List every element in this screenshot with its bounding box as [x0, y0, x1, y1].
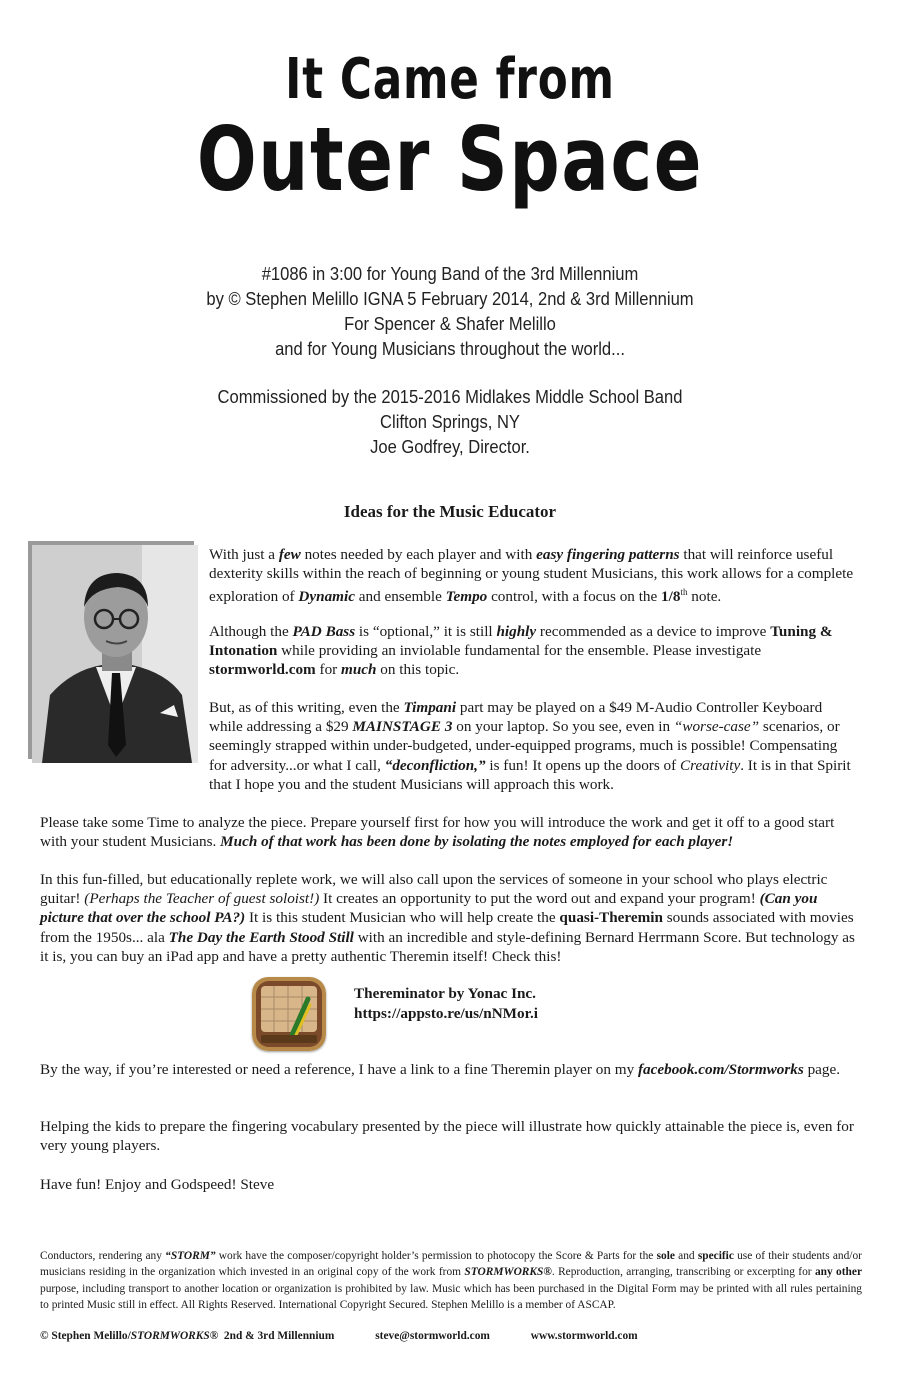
text-run: any other [814, 1266, 862, 1279]
text-run: notes needed by each player and with [300, 546, 537, 563]
text-run: on your laptop. So you see, even in [452, 718, 674, 736]
text-run: is fun! It opens up the doors of [485, 756, 681, 774]
text-run: Timpani [403, 699, 457, 716]
paragraph-analyze [40, 813, 857, 851]
text-run: while providing an inviolable fundamental for the ensemble. Please investigate [277, 642, 762, 660]
info-line: #1086 in 3:00 for Young Band of the 3rd Millennium [261, 264, 639, 284]
website-link[interactable]: stormworld.com [209, 661, 316, 679]
paragraph-pad-bass [209, 622, 857, 680]
commission-info [36, 385, 864, 460]
text-run: In this fun-filled, but educationally replete work, we will also call upon the services of someone in your school who plays electric guitar! [40, 871, 828, 908]
text-run: MAINSTAGE 3 [352, 718, 453, 736]
website-link[interactable]: www.stormworld.com [530, 1330, 638, 1342]
text-run: . Reproduction, arranging, transcribing or excerpting for [551, 1266, 815, 1279]
text-run: and [674, 1250, 698, 1262]
section-heading: Ideas for the Music Educator [343, 502, 557, 521]
text-run: is “optional,” it is still [355, 623, 497, 640]
text-run: “STORM” [165, 1250, 216, 1262]
text-run: (Perhaps the Teacher of guest soloist!) [84, 890, 320, 908]
theremin-icon [252, 977, 326, 1051]
text-run: for [315, 661, 342, 679]
paragraph-fingering [209, 545, 857, 607]
composer-photo [32, 545, 198, 763]
text-run: “worse-case” [673, 718, 760, 736]
text-run: It creates an opportunity to put the word out and expand your program! [319, 890, 760, 908]
info-line: For Spencer & Shafer Melillo [344, 314, 556, 334]
text-run: with an incredible and style-defining Bernard Herrmann Score. But technology as it is, you can buy an iPad app and have a pretty authentic Theremin itself! Check this! [40, 928, 855, 965]
text-run: . It is in that Spirit that I hope you and the student Musicians will approach this work. [209, 756, 851, 793]
text-run: Please take some Time to analyze the piece. Prepare yourself first for how you will introduce the work and get it off to a good start with your student Musicians. [40, 814, 835, 851]
text-run: With just a [209, 546, 279, 563]
text-run: It is this student Musician who will help create the [245, 909, 560, 927]
text-run: sounds associated with movies from the 1950s... ala [40, 909, 854, 946]
text-run: sole [656, 1250, 675, 1262]
paragraph-theremin [40, 870, 857, 966]
text-run: “deconfliction,” [384, 756, 486, 774]
facebook-link[interactable]: facebook.com/Stormworks [637, 1061, 804, 1078]
text-run: and ensemble [354, 588, 446, 606]
text-run: The Day the Earth Stood Still [168, 928, 354, 946]
text-run: control, with a focus on the [487, 588, 662, 606]
text-run: scenarios, or seemingly strapped within under-budgeted, under-equipped programs, much is possible! Compensating for adversity...or what I call, [209, 718, 840, 774]
text-run: (Can you picture that over the school PA?) [40, 890, 818, 927]
text-run: Conductors, rendering any [40, 1250, 166, 1262]
text-run: purpose, including transport to another location or organization is prohibited by law. Music which has been purchased in the Digital Form may be printed with all rules pertaining to printed Music still in effect. All Rights Reserved. International Copyright Secured. Stephen Melillo is a member of ASCAP. [40, 1282, 862, 1312]
info-line: by © Stephen Melillo IGNA 5 February 2014, 2nd & 3rd Millennium [206, 289, 694, 309]
copyright-notice [40, 1248, 862, 1314]
text-run: Much of that work has been done by isolating the notes employed for each player! [220, 833, 734, 851]
text-run: Although the [209, 623, 293, 640]
text-run: STORMWORKS® [464, 1266, 552, 1279]
commission-line: Commissioned by the 2015-2016 Midlakes Middle School Band [217, 387, 683, 407]
title-line-2: Outer Space [196, 108, 704, 211]
text-run: easy fingering patterns [536, 546, 680, 563]
text-run: few [278, 546, 301, 563]
text-run: Creativity [680, 756, 741, 774]
text-run: part may be played on a $49 M-Audio Controller Keyboard while addressing a $29 [209, 699, 823, 736]
text-run: highly [496, 623, 537, 640]
text-run: on this topic. [376, 661, 460, 679]
app-url-link[interactable]: https://appsto.re/us/nNMor.i [354, 1005, 538, 1022]
paragraph-reference [40, 1060, 857, 1079]
title-line-1: It Came from [285, 47, 615, 112]
text-run: work have the composer/copyright holder’s permission to photocopy the Score & Parts for the [215, 1250, 657, 1262]
paragraph-timpani [209, 698, 857, 794]
text-run: recommended as a device to improve [536, 623, 771, 640]
commission-line: Clifton Springs, NY [380, 412, 520, 432]
man-portrait-icon [32, 545, 198, 763]
app-name: Thereminator by Yonac Inc. [354, 985, 536, 1002]
footer-copyright [40, 1330, 334, 1342]
paragraph-fingering-vocabulary: Helping the kids to prepare the fingering vocabulary presented by the piece will illustrate how quickly attainable the piece is, even for very young players. [40, 1118, 854, 1155]
paragraph-sign-off: Have fun! Enjoy and Godspeed! Steve [40, 1176, 275, 1193]
text-run: page. [803, 1061, 841, 1078]
text-run: Tempo [445, 588, 488, 606]
text-run: note. [687, 588, 722, 606]
text-run: 1/8 [661, 588, 681, 606]
app-info [354, 984, 538, 1024]
piece-info [36, 262, 864, 362]
text-run: STORMWORKS® [130, 1330, 219, 1342]
text-run: By the way, if you’re interested or need a reference, I have a link to a fine Theremin player on my [40, 1061, 638, 1078]
text-run: But, as of this writing, even the [209, 699, 404, 716]
text-run: 2nd & 3rd Millennium [218, 1330, 335, 1342]
text-run: use of their students and/or musicians residing in the organization which invested in an original copy of the work from [40, 1250, 862, 1279]
text-run: that will reinforce useful dexterity skills within the reach of beginning or young student Musicians, this work allows for a complete exploration of [209, 546, 854, 606]
email-link[interactable]: steve@stormworld.com [375, 1330, 490, 1342]
text-run: th [680, 587, 688, 598]
text-run: much [341, 661, 377, 679]
text-run: © Stephen Melillo/ [40, 1330, 131, 1342]
info-line: and for Young Musicians throughout the world... [275, 339, 625, 359]
commission-line: Joe Godfrey, Director. [370, 437, 530, 457]
text-run: Tuning & Intonation [209, 623, 833, 660]
footer-contact-line [40, 1330, 676, 1342]
text-run: quasi-Theremin [559, 909, 663, 927]
text-run: Dynamic [298, 588, 355, 606]
text-run: specific [697, 1250, 734, 1262]
text-run: PAD Bass [292, 623, 356, 640]
thereminator-app-icon[interactable] [252, 977, 326, 1051]
